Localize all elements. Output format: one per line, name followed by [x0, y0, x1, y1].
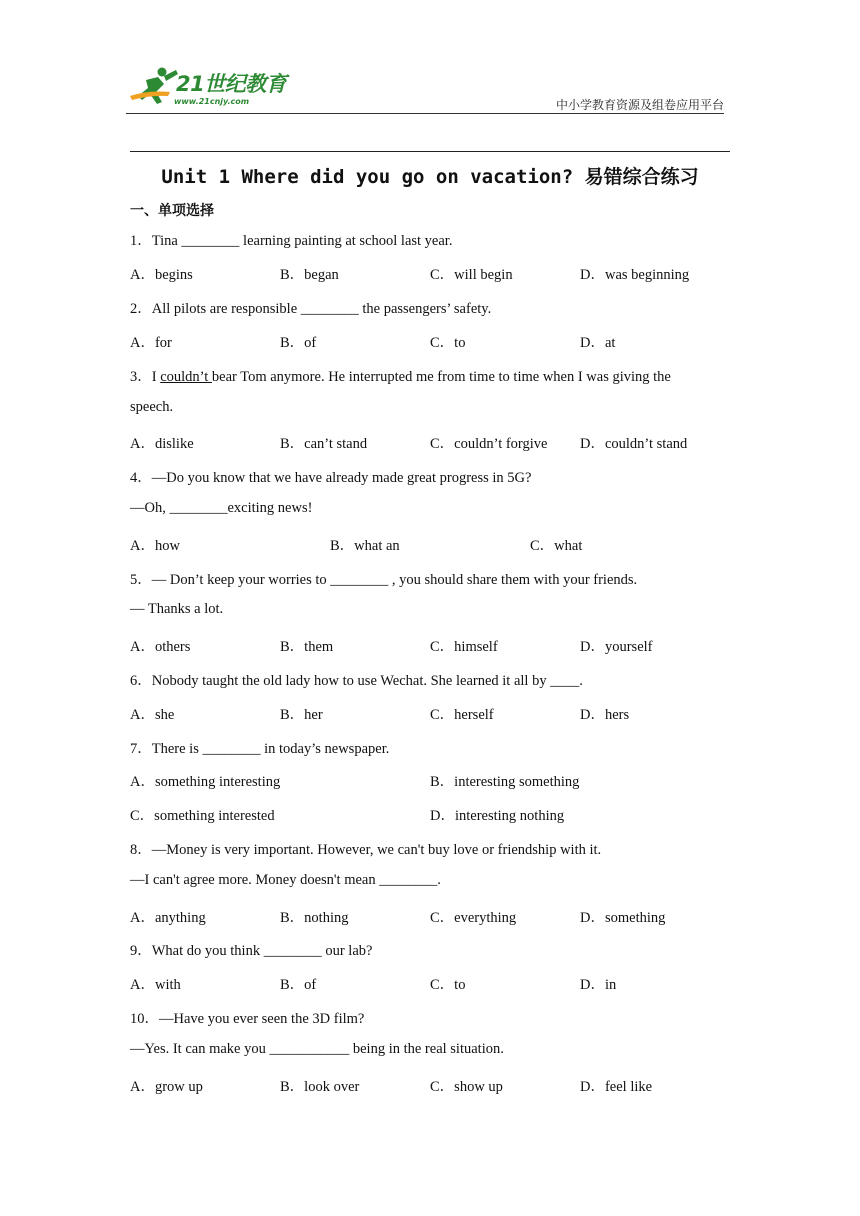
question-2: 2．All pilots are responsible ________ the passengers’ safety.	[130, 301, 492, 317]
question-8: 8．—Money is very important. However, we can't buy love or friendship with it.	[130, 842, 602, 858]
q3-option-d: D．couldn’t stand	[580, 436, 688, 452]
section-heading: 一、单项选择	[130, 203, 214, 219]
q10-option-c: C．show up	[430, 1079, 503, 1095]
q6-option-c: C．herself	[430, 707, 494, 723]
question-4-reply: —Oh, ________exciting news!	[130, 500, 313, 516]
question-4: 4．—Do you know that we have already made great progress in 5G?	[130, 470, 532, 486]
logo-url: www.21cnjy.com	[174, 97, 250, 106]
q2-option-a: A．for	[130, 335, 172, 351]
q5-option-b: B．them	[280, 639, 334, 655]
q1-option-d: D．was beginning	[580, 267, 690, 283]
q4-option-c: C．what	[530, 538, 583, 554]
question-1: 1．Tina ________ learning painting at school last year.	[130, 233, 453, 249]
q8-option-a: A．anything	[130, 910, 206, 926]
question-3	[130, 365, 671, 386]
underlined-phrase: couldn’t	[160, 369, 212, 385]
q10-option-b: B．look over	[280, 1079, 360, 1095]
platform-caption: 中小学教育资源及组卷应用平台	[555, 98, 724, 112]
title-divider	[130, 151, 730, 152]
q5-option-c: C．himself	[430, 639, 498, 655]
q5-option-a: A．others	[130, 639, 191, 655]
question-5: 5．— Don’t keep your worries to ________ , you should share them with your friends.	[130, 572, 638, 588]
q1-option-c: C．will begin	[430, 267, 513, 283]
q1-option-b: B．began	[280, 267, 339, 283]
question-5-reply: — Thanks a lot.	[130, 601, 224, 617]
question-6: 6．Nobody taught the old lady how to use Wechat. She learned it all by ____.	[130, 673, 583, 689]
question-3-start: 3．I	[130, 369, 161, 385]
q10-option-d: D．feel like	[580, 1079, 653, 1095]
q4-option-a: A．how	[130, 538, 180, 554]
question-3-rest: bear Tom anymore. He interrupted me from time to time when I was giving the	[211, 369, 671, 385]
q2-option-b: B．of	[280, 335, 317, 351]
q10-option-a: A．grow up	[130, 1079, 203, 1095]
q3-option-c: C．couldn’t forgive	[430, 436, 548, 452]
page-title: Unit 1 Where did you go on vacation? 易错综合练习	[161, 166, 699, 188]
q4-option-b: B．what an	[330, 538, 400, 554]
question-9: 9．What do you think ________ our lab?	[130, 943, 373, 959]
header-divider	[126, 113, 724, 114]
q6-option-b: B．her	[280, 707, 323, 723]
q5-option-d: D．yourself	[580, 639, 653, 655]
q7-option-a: A．something interesting	[130, 774, 281, 790]
page-header	[126, 66, 724, 116]
q6-option-d: D．hers	[580, 707, 630, 723]
q2-option-c: C．to	[430, 335, 466, 351]
q3-option-a: A．dislike	[130, 436, 194, 452]
q8-option-c: C．everything	[430, 910, 517, 926]
q7-option-d: D．interesting nothing	[430, 808, 565, 824]
q9-option-a: A．with	[130, 977, 181, 993]
q9-option-b: B．of	[280, 977, 317, 993]
q7-option-c: C．something interested	[130, 808, 275, 824]
q6-option-a: A．she	[130, 707, 175, 723]
question-3-cont: speech.	[130, 399, 174, 415]
question-10-reply: —Yes. It can make you ___________ being in the real situation.	[130, 1041, 504, 1057]
q8-option-b: B．nothing	[280, 910, 349, 926]
q7-option-b: B．interesting something	[430, 774, 580, 790]
q2-option-d: D．at	[580, 335, 616, 351]
q1-option-a: A．begins	[130, 267, 193, 283]
q3-option-b: B．can’t stand	[280, 436, 368, 452]
question-7: 7．There is ________ in today’s newspaper.	[130, 741, 390, 757]
logo-text: 21世纪教育	[176, 72, 287, 96]
question-10: 10．—Have you ever seen the 3D film?	[130, 1011, 365, 1027]
q9-option-d: D．in	[580, 977, 617, 993]
q8-option-d: D．something	[580, 910, 666, 926]
question-8-reply: —I can't agree more. Money doesn't mean ________.	[130, 872, 441, 888]
q9-option-c: C．to	[430, 977, 466, 993]
